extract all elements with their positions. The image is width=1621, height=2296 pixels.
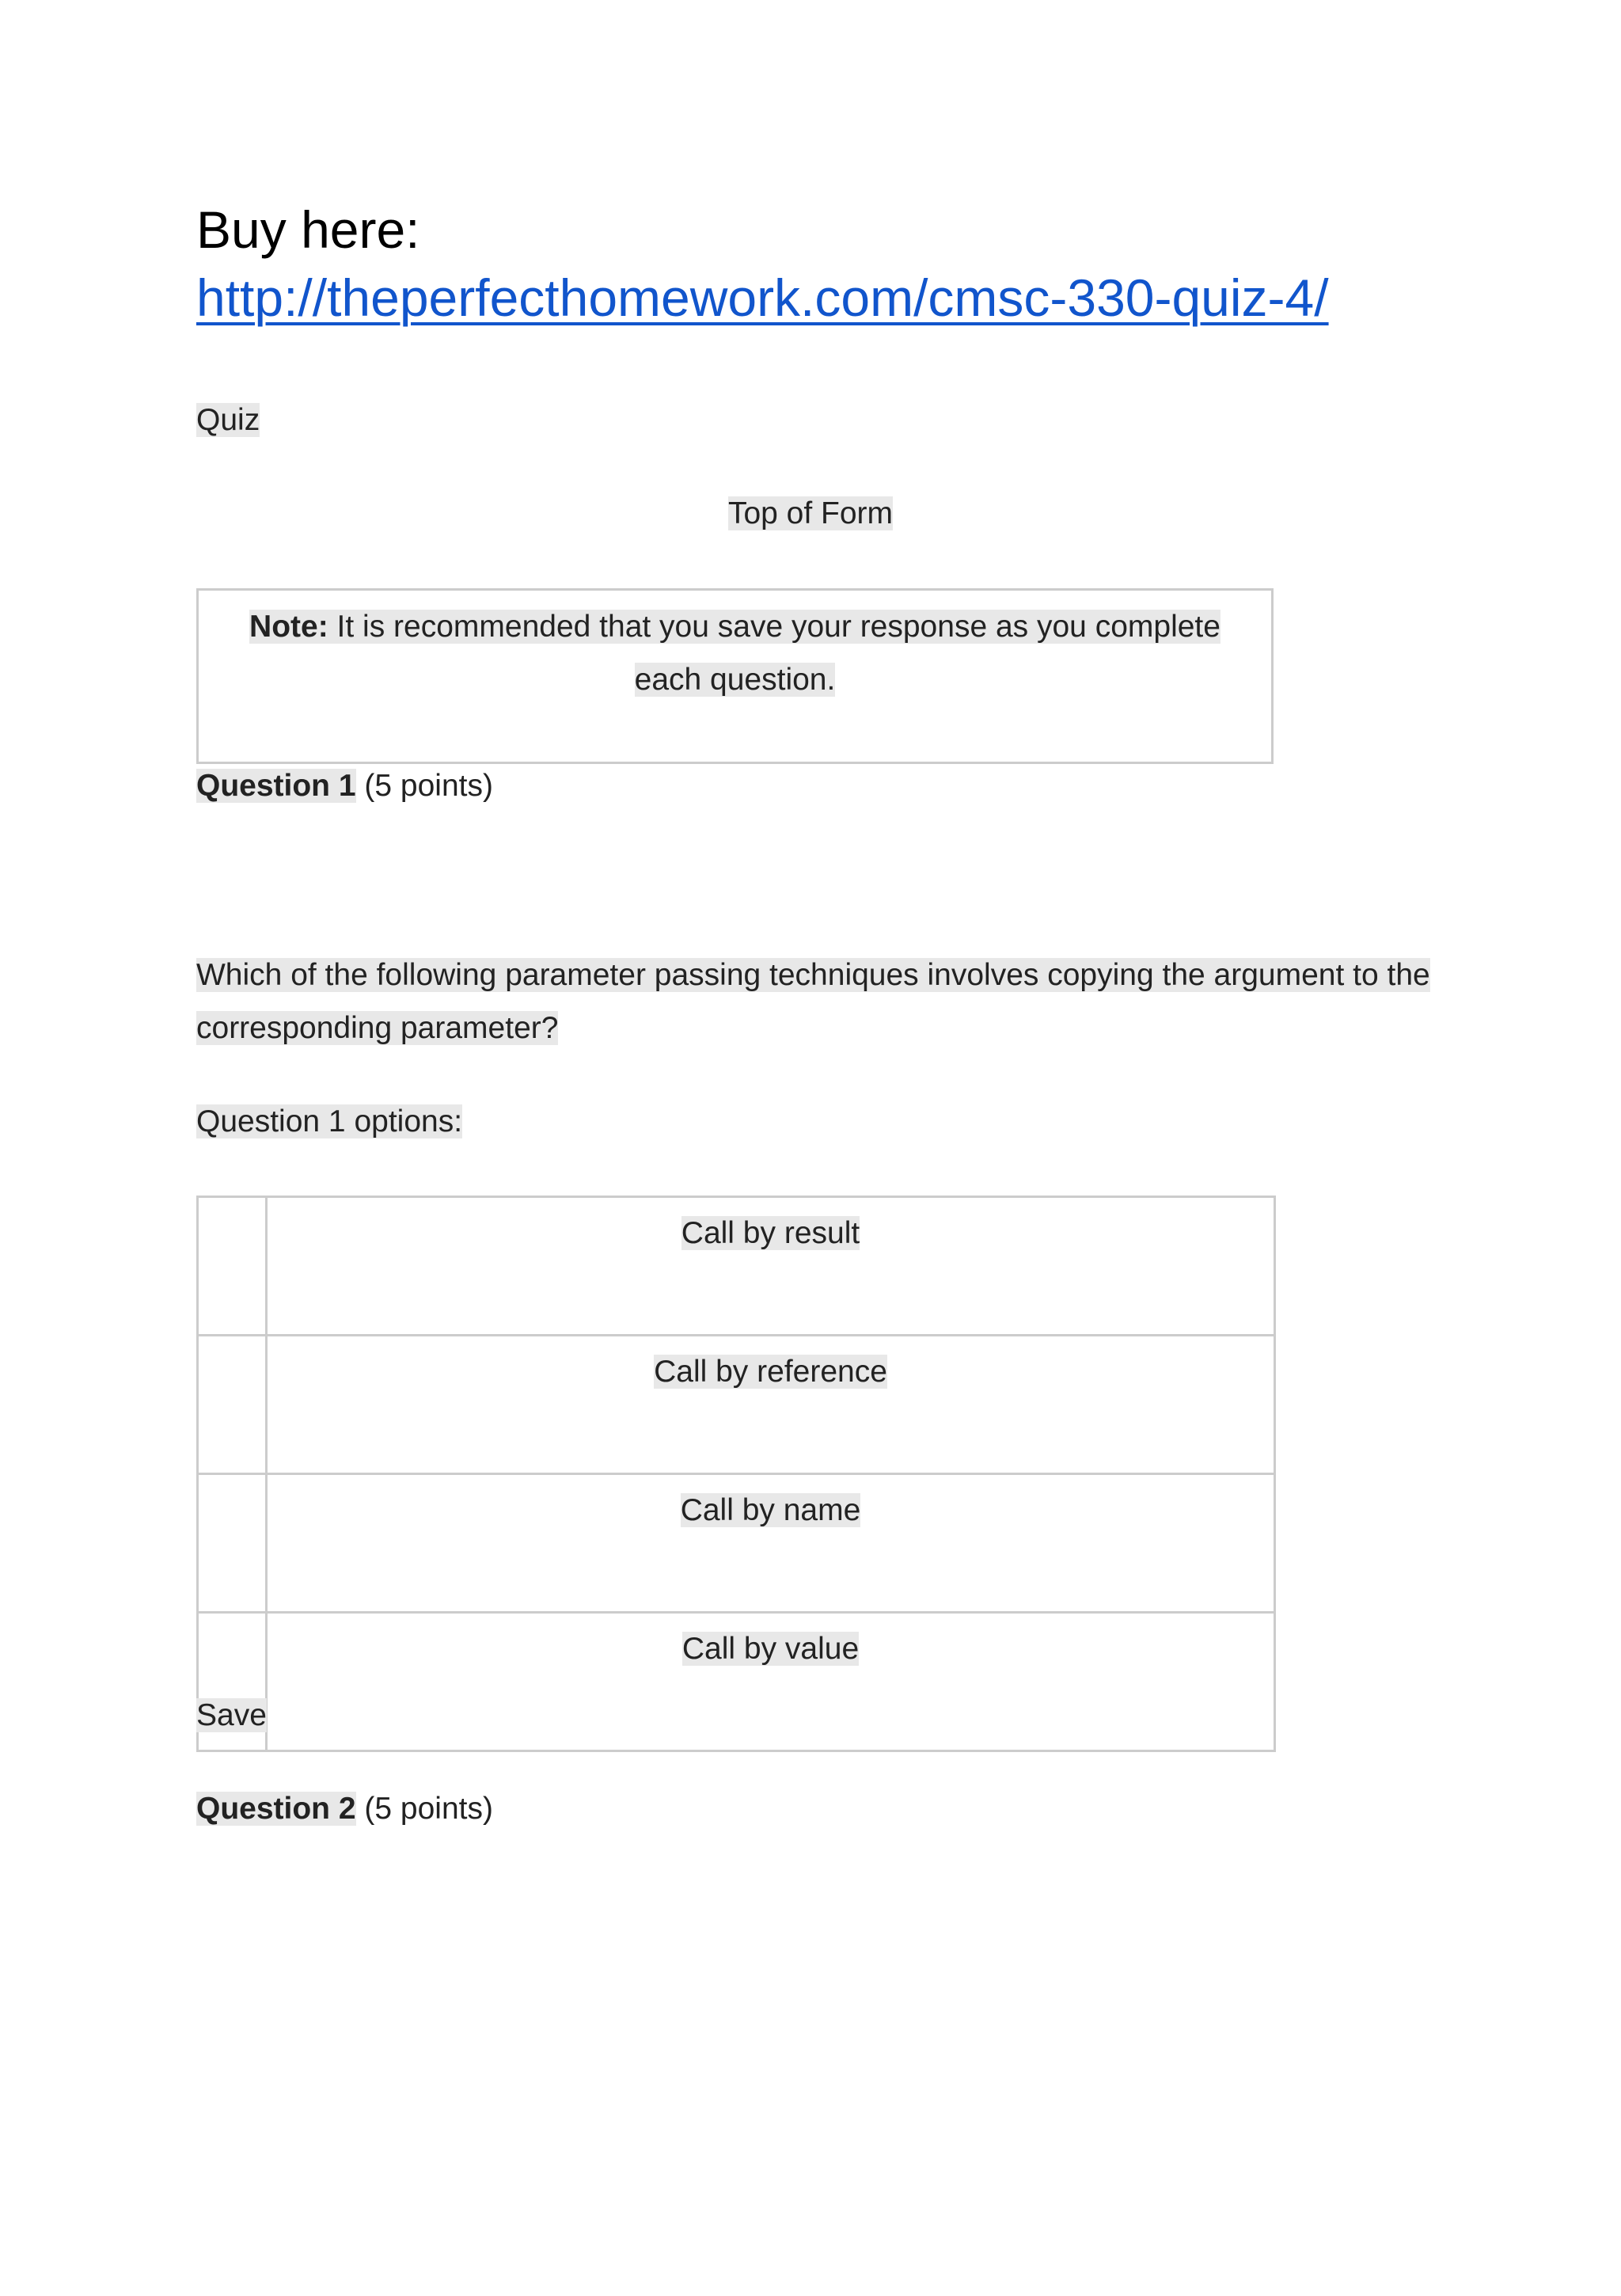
option-radio-cell[interactable]	[198, 1336, 267, 1474]
note-box	[196, 588, 1274, 764]
question-1-options-label	[196, 1102, 462, 1142]
option-label-cell[interactable]	[267, 1613, 1275, 1751]
option-label-cell[interactable]	[267, 1197, 1275, 1336]
quiz-label-text: Quiz	[196, 403, 260, 437]
option-label: Call by result	[681, 1216, 860, 1250]
question-1-title: Question 1	[196, 769, 356, 803]
option-row[interactable]	[198, 1474, 1275, 1613]
option-row[interactable]	[198, 1613, 1275, 1751]
option-label-cell[interactable]	[267, 1336, 1275, 1474]
option-label-cell[interactable]	[267, 1474, 1275, 1613]
question-2-title: Question 2	[196, 1792, 356, 1826]
question-1-heading-highlight	[196, 769, 356, 803]
question-2-points: (5 points)	[355, 1792, 493, 1826]
purchase-link[interactable]: http://theperfecthomework.com/cmsc-330-quiz-4/	[196, 268, 1329, 327]
question-1-text	[196, 948, 1431, 1055]
question-1-options-table	[196, 1196, 1276, 1752]
question-1-heading	[196, 766, 493, 806]
option-label: Call by value	[681, 1632, 860, 1666]
question-2-heading	[196, 1789, 493, 1829]
note-text: It is recommended that you save your response as you complete each question.	[328, 610, 1220, 697]
note-label: Note:	[249, 610, 328, 644]
save-label: Save	[196, 1698, 267, 1732]
quiz-label	[196, 401, 260, 440]
option-radio-cell[interactable]	[198, 1474, 267, 1613]
save-button[interactable]	[196, 1696, 267, 1735]
option-row[interactable]	[198, 1197, 1275, 1336]
option-label: Call by reference	[654, 1355, 887, 1389]
buy-here-heading: Buy here:	[196, 200, 420, 259]
question-1-text-highlight: Which of the following parameter passing techniques involves copying the argument to the corresponding parameter?	[196, 958, 1430, 1045]
top-of-form-text: Top of Form	[727, 496, 894, 530]
option-label: Call by name	[680, 1493, 861, 1527]
note-content	[249, 610, 1220, 697]
option-row[interactable]	[198, 1336, 1275, 1474]
question-1-options-label-text: Question 1 options:	[196, 1104, 463, 1138]
option-radio-cell[interactable]	[198, 1197, 267, 1336]
question-2-heading-highlight	[196, 1792, 356, 1826]
question-1-points: (5 points)	[355, 769, 493, 803]
top-of-form-label	[0, 494, 1621, 534]
